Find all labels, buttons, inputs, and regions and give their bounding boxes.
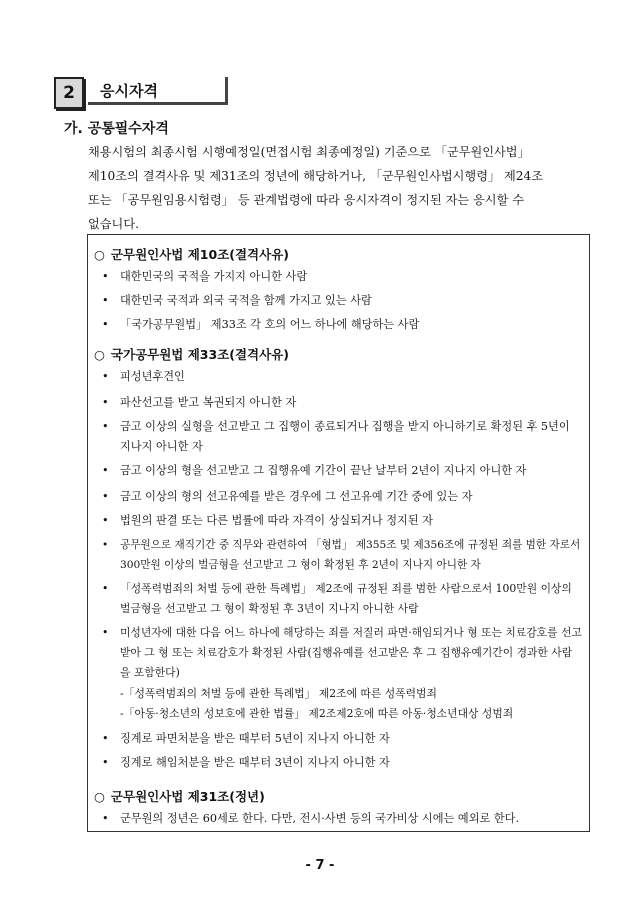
bullet-icon: • <box>102 294 109 307</box>
bullet-icon: • <box>102 812 109 825</box>
sub-item: -「성폭력범죄의 처벌 등에 관한 특례법」 제2조에 따른 성폭력범죄 <box>120 687 437 700</box>
intro-line: 없습니다. <box>88 217 139 231</box>
intro-line: 제10조의 결격사유 및 제31조의 정년에 해당하거나, 「군무원인사법시행령」 제24조 <box>88 169 544 183</box>
bullet-icon: • <box>102 420 109 433</box>
bullet-icon: • <box>102 626 109 639</box>
intro-paragraph <box>88 140 598 236</box>
intro-line: 채용시험의 최종시험 시행예정일(면접시험 최종예정일) 기준으로 「군무원인사법」 <box>88 145 530 159</box>
group-title: ○ 군무원인사법 제10조(결격사유) <box>94 247 289 262</box>
section-number: 2 <box>54 77 84 109</box>
bullet-icon: • <box>102 539 109 551</box>
bullet-icon: • <box>102 318 109 331</box>
circle-bullet: ○ <box>94 789 105 804</box>
subsection-title: 가. 공통필수자격 <box>64 121 169 137</box>
bullet-icon: • <box>102 464 109 477</box>
intro-line: 또는 「공무원임용시험령」 등 관계법령에 따라 응시자격이 정지된 자는 응시할 수 <box>88 193 524 207</box>
bullet-icon: • <box>102 732 109 745</box>
circle-bullet: ○ <box>94 347 105 362</box>
eligibility-box: ○ 군무원인사법 제10조(결격사유) • 대한민국의 국적을 가지지 아니한 사람 • 대한민국 국적과 외국 국적을 함께 가지고 있는 사람 • 「국가공무원법」 제33조 각 호의 어느 하나에 해당하는 사람 ○ 국가공무원법 제33조(결격사유) • 피성년후견인 • 파산선고를 받고 복권되지 아니한 자 • 금고 이상의 실형을 선고받고 그 집행이 종료되거나 집행을 받지 아니하기로 확정된 후 5년이 지나지 아니한 자 • 금고 이상의 형을 선고받고 그 집행유예 기간이 끝난 날부터 2년이 지나지 아니한 자 • 금고 이상의 형의 선고유예를 받은 경우에 그 선고유예 기간 중에 있는 자 • 법원의 판결 또는 다른 법률에 따라 자격이 상실되거나 정지된 자 • 공무원으로 재직기간 중 직무와 관련하여 「형법」 제355조 및 제356조에 규정된 죄를 범한 자로서 300만원 이상의 벌금형을 선고받고 그 형이 확정된 후 2년이 지나지 아니한 자 • 「성폭력범죄의 처벌 등에 관한 특례법」 제2조에 규정된 죄를 범한 사람으로서 100만원 이상의 벌금형을 선고받고 그 형이 확정된 후 3년이 지나지 아니한 사람 • 미성년자에 대한 다음 어느 하나에 해당하는 죄를 저질러 파면·해임되거나 형 또는 치료감호를 선고받아 그 형 또는 치료감호가 확정된 사람(집행유예를 선고받은 후 그 집행유예기간이 경과한 사람을 포함한다) -「성폭력범죄의 처벌 등에 관한 특례법」 제2조에 따른 성폭력범죄 -「아동·청소년의 성보호에 관한 법률」 제2조제2호에 따른 아동·청소년대상 성범죄 • 징계로 파면처분을 받은 때부터 5년이 지나지 아니한 자 • 징계로 해임처분을 받은 때부터 3년이 지나지 아니한 자 ○ 군무원인사법 제31조(정년) • 군무원의 정년은 60세로 한다. 다만, 전시·사변 등의 국가비상 시에는 예외로 한다. <box>87 234 590 832</box>
page-number: - 7 - <box>305 858 335 873</box>
sub-item: -「아동·청소년의 성보호에 관한 법률」 제2조제2호에 따른 아동·청소년대상 성범죄 <box>120 707 514 720</box>
circle-bullet: ○ <box>94 247 105 262</box>
bullet-icon: • <box>102 756 109 769</box>
bullet-icon: • <box>102 270 109 283</box>
bullet-icon: • <box>102 582 109 595</box>
bullet-icon: • <box>102 396 109 409</box>
bullet-icon: • <box>102 514 109 527</box>
group-title: ○ 국가공무원법 제33조(결격사유) <box>94 347 289 362</box>
group-title: ○ 군무원인사법 제31조(정년) <box>94 789 265 804</box>
bullet-icon: • <box>102 370 109 383</box>
bullet-icon: • <box>102 490 109 503</box>
section-title: 응시자격 <box>88 77 228 105</box>
